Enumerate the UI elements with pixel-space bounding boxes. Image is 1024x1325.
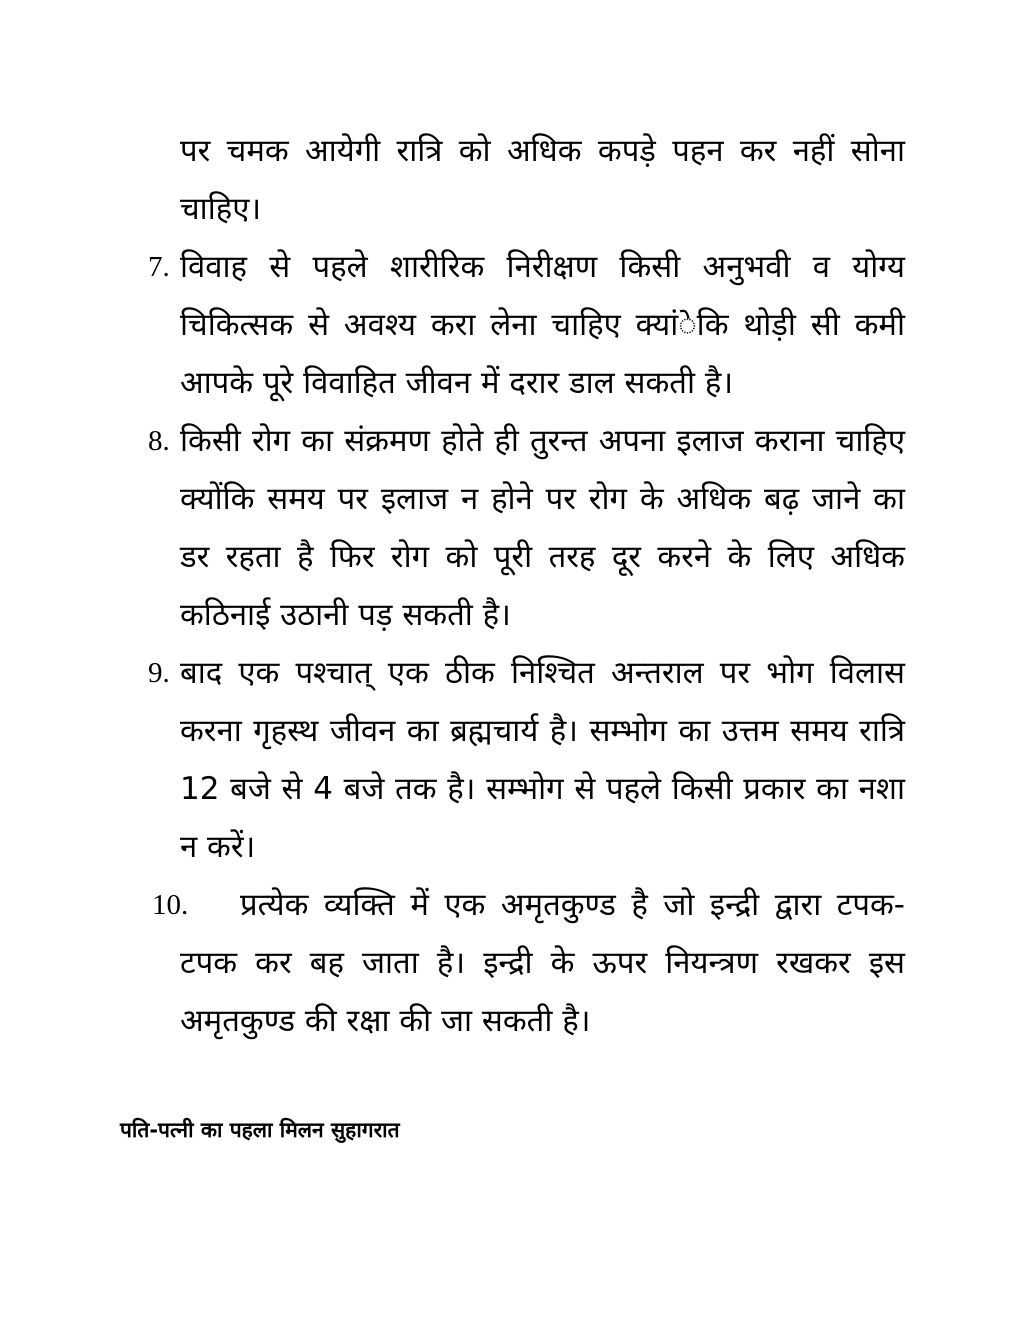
continuation-paragraph: पर चमक आयेगी रात्रि को अधिक कपड़े पहन कर नहीं सोना चाहिए। xyxy=(180,133,905,227)
list-item-number: 8. xyxy=(148,425,170,457)
list-item-text: प्रत्येक व्यक्ति में एक अमृतकुण्ड है जो इन्द्री द्वारा टपक-टपक कर बह जाता है। इन्द्री के ऊपर नियन्त्रण रखकर इस अमृतकुण्ड की रक्षा की जा सकती है। xyxy=(180,887,905,1039)
section-heading: पति-पत्नी का पहला मिलन सुहागरात xyxy=(120,1118,400,1142)
list-item-number: 9. xyxy=(148,657,170,689)
list-item-number: 7. xyxy=(148,251,170,283)
list-item xyxy=(148,238,905,412)
list-item-text: किसी रोग का संक्रमण होते ही तुरन्त अपना इलाज कराना चाहिए क्योंकि समय पर इलाज न होने पर रोग के अधिक बढ़ जाने का डर रहता है फिर रोग को पूरी तरह दूर करने के लिए अधिक कठिनाई उठानी पड़ सकती है। xyxy=(180,423,905,633)
list-item-text: बाद एक पश्चात् एक ठीक निश्चित अन्तराल पर भोग विलास करना गृहस्थ जीवन का ब्रह्मचार्य है। सम्भोग का उत्तम समय रात्रि 12 बजे से 4 बजे तक है। सम्भोग से पहले किसी प्रकार का नशा न करें। xyxy=(180,655,905,865)
list-item-text: विवाह से पहले शारीरिक निरीक्षण किसी अनुभवी व योग्य चिकित्सक से अवश्य करा लेना चाहिए क्यांेकि थोड़ी सी कमी आपके पूरे विवाहित जीवन में दरार डाल सकती है। xyxy=(180,249,905,401)
list-item xyxy=(148,644,905,876)
list-item-number: 10. xyxy=(152,889,189,921)
list-item xyxy=(148,876,905,1050)
numbered-list xyxy=(148,238,905,1050)
list-item xyxy=(148,412,905,644)
